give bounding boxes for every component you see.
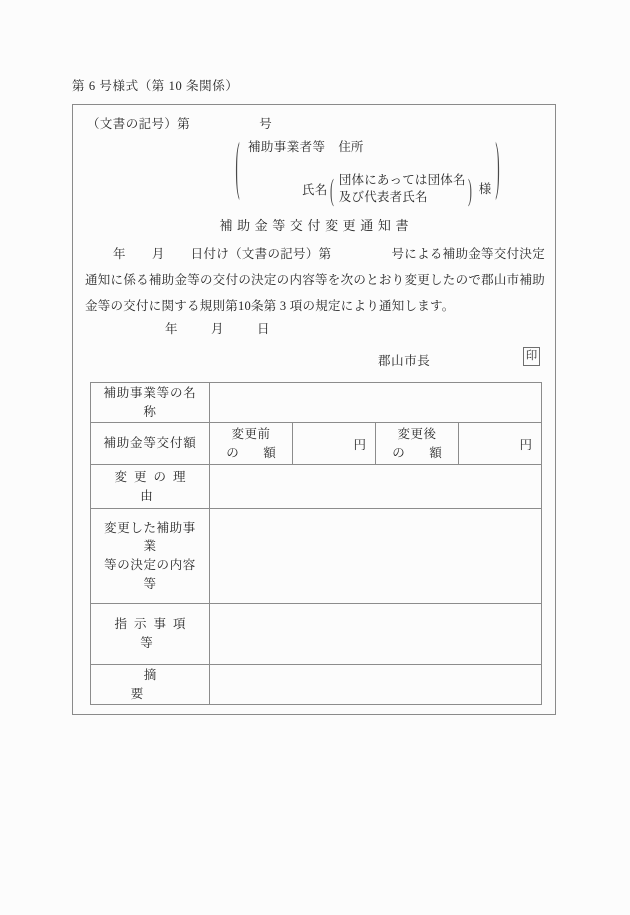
issue-date-month: 月 [210,322,224,336]
label-cell-changed-content [91,509,210,604]
label-cell-change-reason [91,465,210,509]
label-changed-content-line-2: 等の決定の内容等 [104,558,196,591]
input-cell-changed-content[interactable] [210,509,542,604]
body-line-2: る補助金等の交付の決定の内容等を次のとおり変更したので郡山市補助金等の交付に関 [85,273,545,313]
input-cell-amount-after[interactable] [459,423,542,465]
unit-amount-before: 円 [353,437,366,452]
body-paragraph-text [85,241,545,319]
addressee-entity-label: 補助事業者等 [248,140,326,154]
label-change-reason: 変更の理由 [114,469,193,503]
addressee-close-paren: ) [495,134,500,204]
table-row-change-reason [91,465,542,509]
label-cell-amount-before [210,423,293,465]
unit-amount-after: 円 [519,437,532,452]
addressee-address-label: 住所 [338,140,364,154]
addressee-body [242,137,493,207]
body-date-year: 年 [113,247,126,261]
input-cell-amount-before[interactable] [293,423,376,465]
label-amount-before-line-1: 変更前 [231,427,271,442]
label-amount-after-line-1: 変更後 [397,427,437,442]
label-changed-content [91,519,209,594]
issuer-row [73,351,555,373]
label-cell-amount-after [376,423,459,465]
issuer-name: 郡山市長 [378,354,431,368]
form-table [90,382,542,705]
label-amount-before-line-2: の 額 [226,445,282,460]
table-row-project-name [91,383,542,423]
addressee-note [339,172,466,207]
addressee-name-row [248,172,491,207]
table-row-remarks [91,665,542,705]
label-changed-content-line-1: 変更した補助事業 [104,520,196,554]
label-grant-amount: 補助金等交付額 [103,436,197,451]
label-project-name: 補助事業等の名称 [103,385,197,419]
label-cell-remarks [91,665,210,705]
input-cell-project-name[interactable] [210,383,542,423]
seal-stamp-box: 印 [523,347,540,366]
addressee-honorific: 様 [478,181,492,196]
label-cell-project-name [91,383,210,423]
body-date-month: 月 [151,247,165,261]
addressee-open-paren: ( [235,134,240,204]
table-row-changed-content [91,509,542,604]
document-title: 補助金等交付変更通知書 [219,218,414,233]
label-remarks: 摘要 [130,667,183,701]
issue-date-day: 日 [256,322,270,336]
addressee-address-row [248,137,491,155]
addressee-note-line-2: 及び代表者氏名 [338,190,428,205]
body-doc-ref-prefix: （文書の記号）第 [229,247,332,261]
label-instructions: 指示事項等 [114,617,193,650]
body-line-3: する規則第10条第 3 項の規定により通知します。 [174,299,455,313]
addressee-name-label: 氏名 [302,183,328,198]
input-cell-change-reason[interactable] [210,465,542,509]
document-number-line [87,114,272,132]
document-frame [72,104,556,715]
input-cell-instructions[interactable] [210,604,542,665]
input-cell-remarks[interactable] [210,665,542,705]
label-cell-instructions [91,604,210,665]
form-number-label: 第 6 号様式（第 10 条関係） [72,79,239,93]
document-number-prefix: （文書の記号）第 [87,117,191,131]
addressee-note-line-1: 団体にあっては団体名 [338,173,466,187]
table-row-instructions [91,604,542,665]
body-paragraph [85,241,545,319]
label-cell-grant-amount [91,423,210,465]
body-doc-ref-suffix: 号による補助金等交付決定通知に係 [85,247,545,287]
addressee-note-open-paren: ( [329,171,334,207]
table-row-grant-amount [91,423,542,465]
issue-date-year: 年 [165,322,178,336]
issue-date-line [165,319,270,337]
addressee-block [233,134,502,207]
body-date-day-suffix: 日付け [190,247,230,261]
document-number-suffix: 号 [259,117,273,131]
label-amount-after-line-2: の 額 [392,445,448,460]
addressee-note-close-paren: ) [467,171,472,207]
